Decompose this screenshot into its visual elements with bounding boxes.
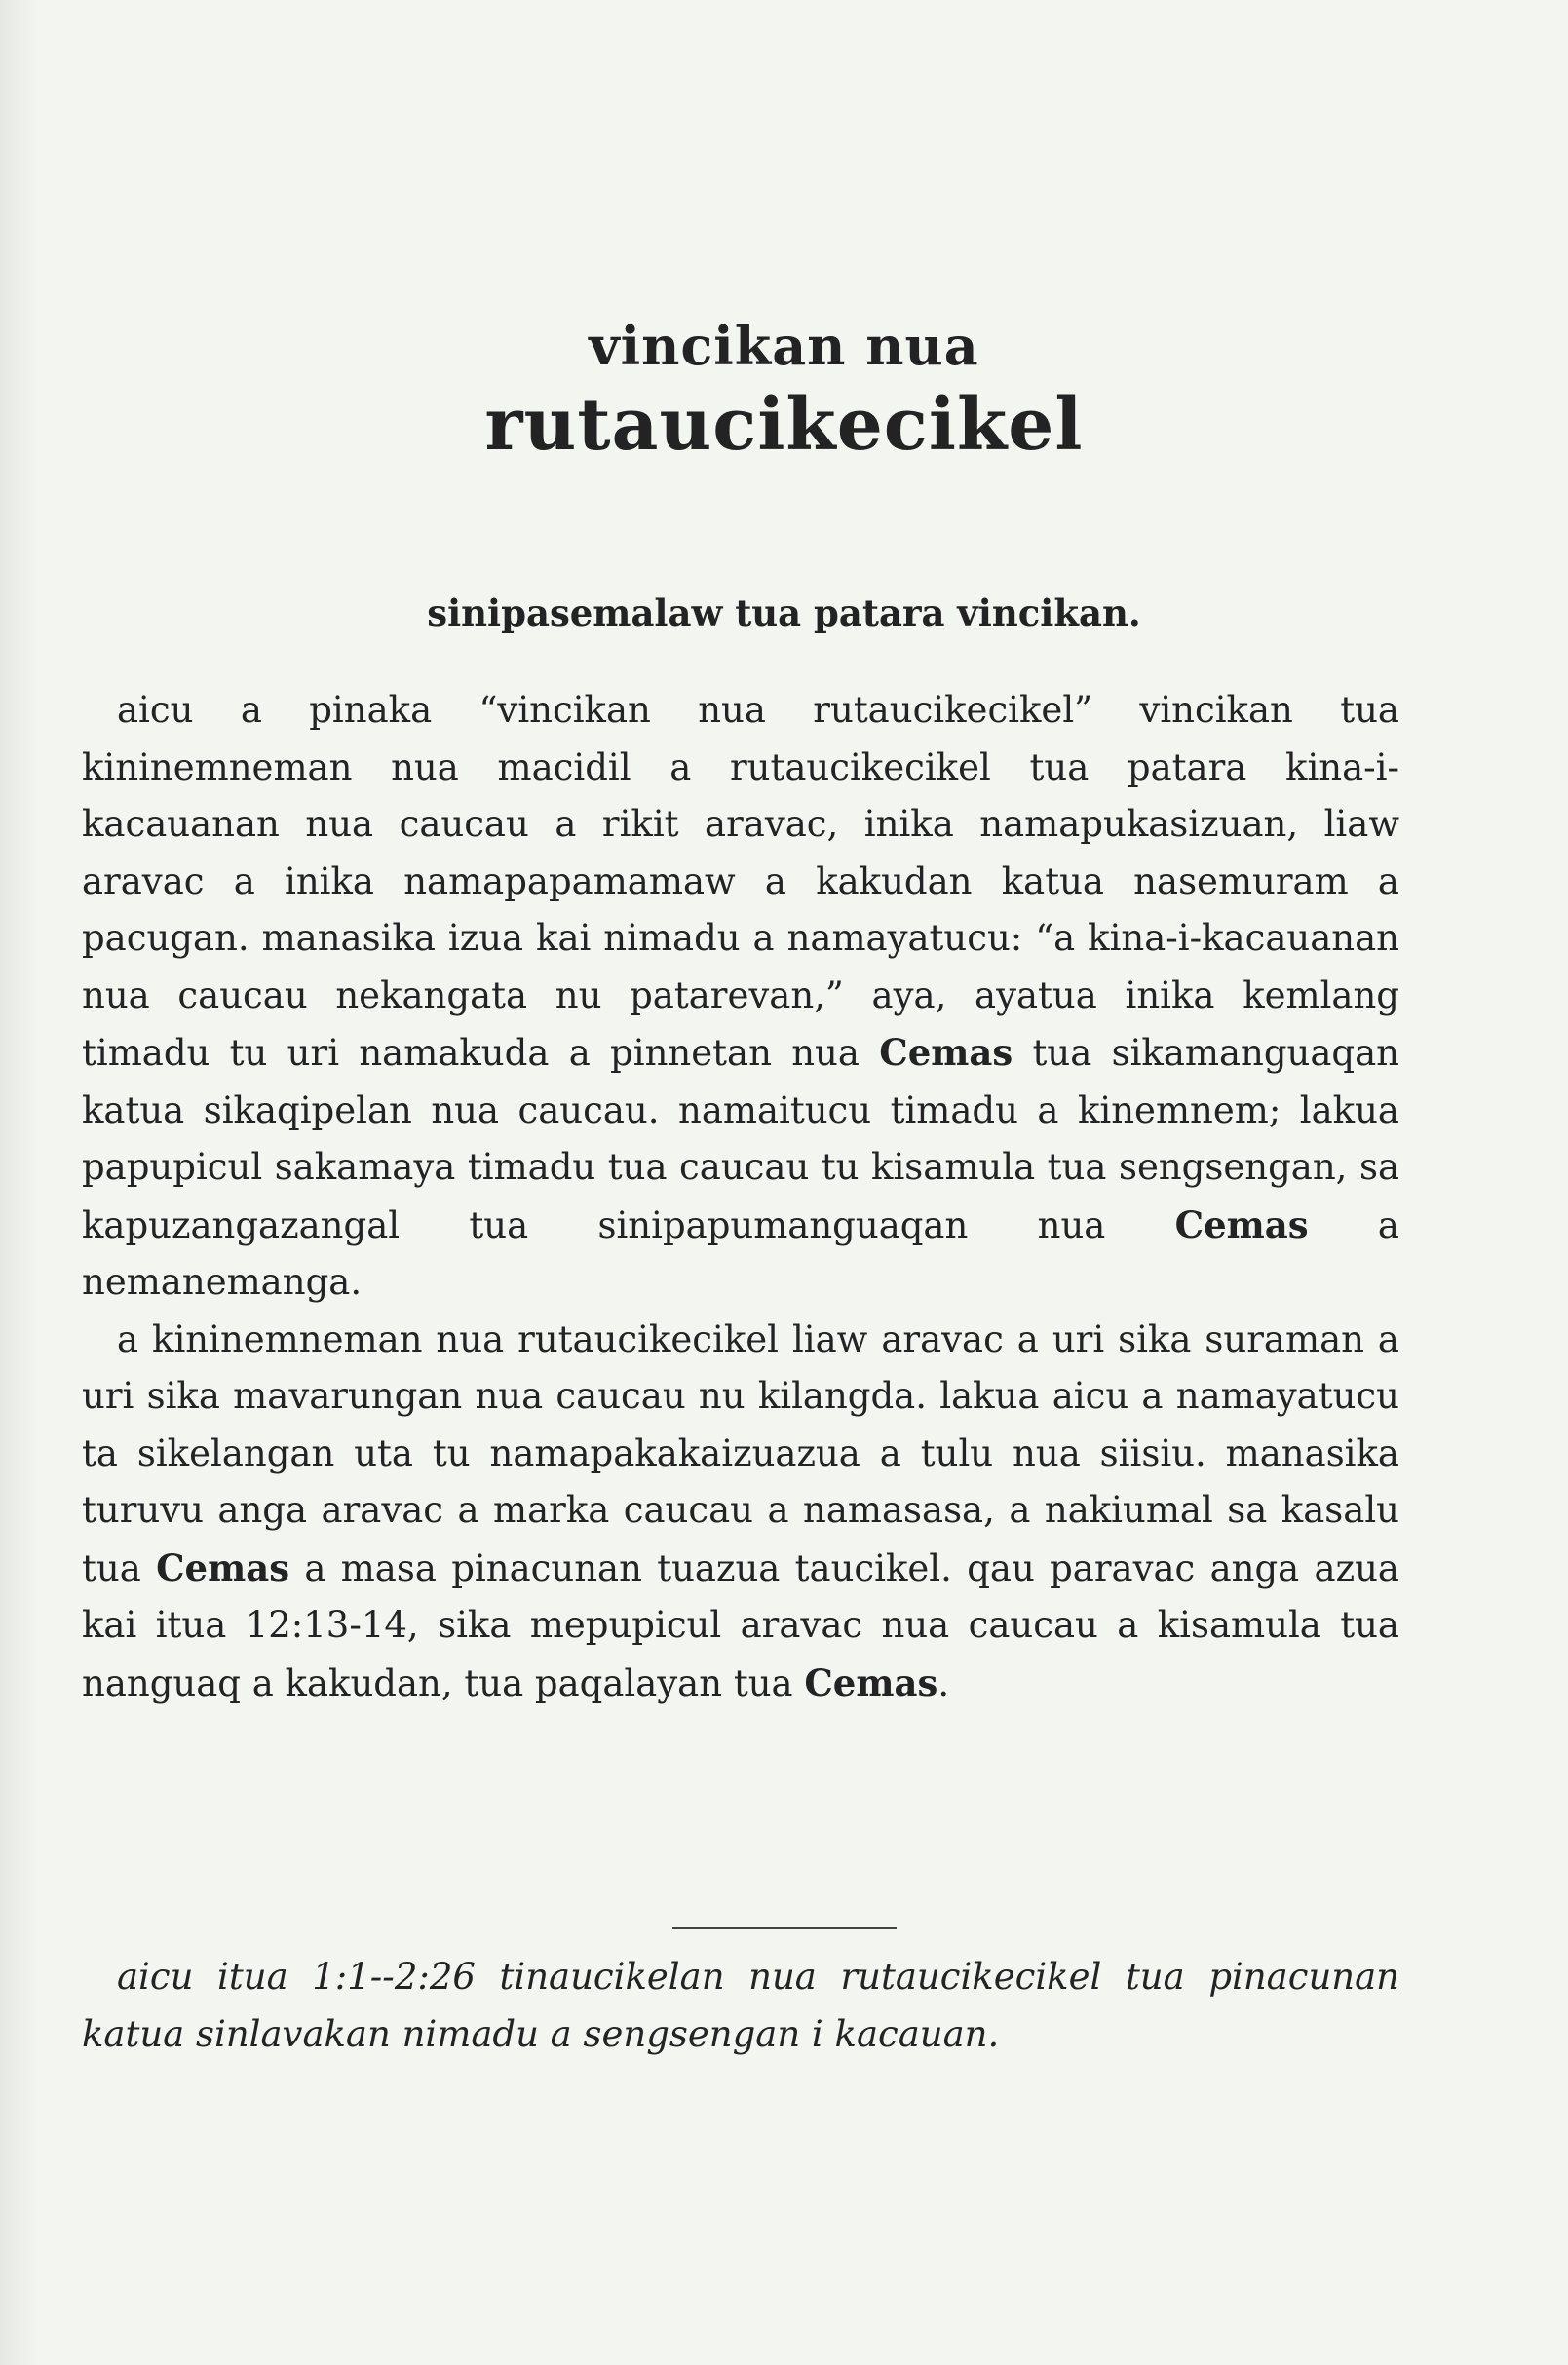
emphasis-run: Cemas bbox=[156, 1545, 290, 1589]
paragraph bbox=[82, 1312, 1399, 1713]
paragraph bbox=[82, 682, 1399, 1312]
body-text bbox=[82, 682, 1399, 1712]
text-run: aicu a pinaka “vincikan nua rutaucikecikel” vincikan tua kininemneman nua macidil a rutaucikecikel tua patara kina-i-kacauanan nua caucau a rikit aravac, inika namapukasizuan, liaw aravac a inika namapapamamaw a kakudan katua nasemuram a pacugan. manasika izua kai nimadu a namayatucu: “a kina-i-kacauanan nua caucau nekangata nu patarevan,” aya, ayatua inika kemlang timadu tu uri namakuda a pinnetan nua bbox=[82, 689, 1399, 1074]
text-run: tua sikamanguaqan katua sikaqipelan nua caucau. namaitucu timadu a kinemnem; lakua papupicul sakamaya timadu tua caucau tu kisamula tua sengsengan, sa kapuzangazangal tua sinipapumanguaqan nua bbox=[82, 1032, 1400, 1246]
emphasis-run: Cemas bbox=[1174, 1202, 1309, 1246]
title-block bbox=[0, 312, 1568, 470]
emphasis-run: Cemas bbox=[879, 1031, 1013, 1074]
text-run: a nemanemanga. bbox=[82, 1203, 1399, 1303]
emphasis-run: Cemas bbox=[804, 1660, 938, 1704]
text-run: a masa pinacunan tuazua taucikel. qau paravac anga azua kai itua 12:13-14, sika mepupicul aravac nua caucau a kisamula tua nanguaq a kakudan, tua paqalayan tua bbox=[82, 1546, 1399, 1704]
page-title-line-1: vincikan nua bbox=[589, 315, 979, 377]
page-title-line-2: rutaucikecikel bbox=[484, 383, 1084, 467]
divider bbox=[672, 1927, 897, 1929]
text-run: a kininemneman nua rutaucikecikel liaw aravac a uri sika suraman a uri sika mavarungan nua caucau nu kilangda. lakua aicu a namayatucu ta sikelangan uta tu namapakakaizuazua a tulu nua siisiu. manasika turuvu anga aravac a marka caucau a namasasa, a nakiumal sa kasalu tua bbox=[82, 1317, 1399, 1589]
section-subtitle: sinipasemalaw tua patara vincikan. bbox=[427, 591, 1141, 634]
footnote: aicu itua 1:1--2:26 tinaucikelan nua rutaucikecikel tua pinacunan katua sinlavakan nimadu a sengsengan i kacauan. bbox=[82, 1956, 1399, 2055]
text-run: . bbox=[937, 1661, 950, 1704]
